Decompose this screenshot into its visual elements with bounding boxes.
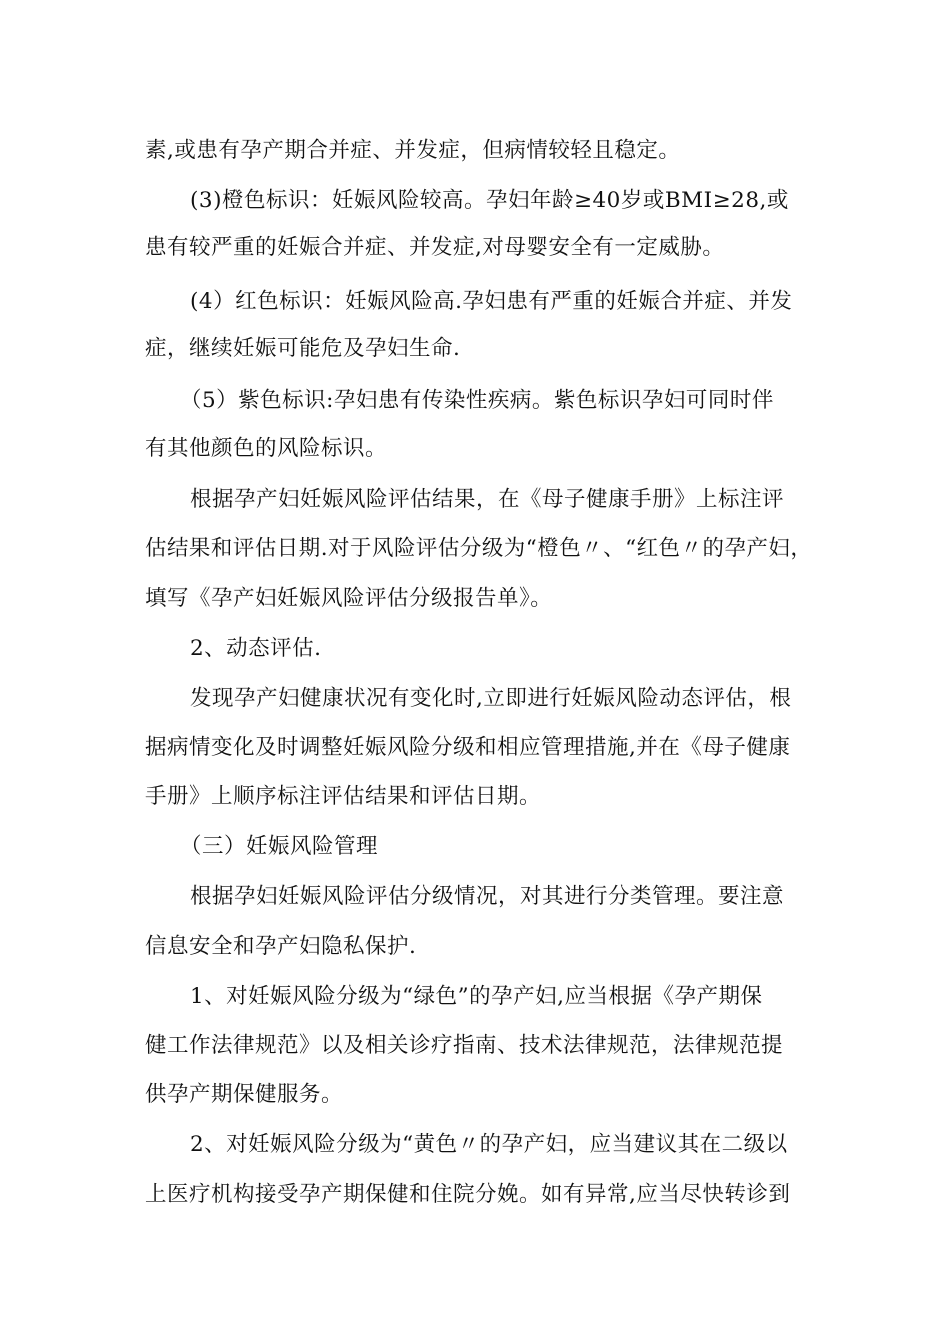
paragraph-line: 有其他颜色的风险标识。	[145, 436, 388, 461]
paragraph-line: (4）红色标识：妊娠风险高.孕妇患有严重的妊娠合并症、并发	[190, 289, 793, 314]
paragraph-line: 2、对妊娠风险分级为“黄色〃的孕产妇，应当建议其在二级以	[190, 1132, 788, 1157]
section-heading: 2、动态评估.	[190, 636, 322, 661]
paragraph-line: 健工作法律规范》以及相关诊疗指南、技术法律规范，法律规范提	[145, 1033, 784, 1058]
paragraph-line: 1、对妊娠风险分级为“绿色”的孕产妇,应当根据《孕产期保	[190, 984, 763, 1009]
paragraph-line: 根据孕妇妊娠风险评估分级情况，对其进行分类管理。要注意	[190, 884, 785, 909]
paragraph-line: 根据孕产妇妊娠风险评估结果，在《母子健康手册》上标注评	[190, 487, 785, 512]
paragraph-line: (3)橙色标识：妊娠风险较高。孕妇年龄≥40岁或BMI≥28,或	[190, 188, 789, 213]
paragraph-line: 发现孕产妇健康状况有变化时,立即进行妊娠风险动态评估，根	[190, 686, 792, 711]
paragraph-line: 上医疗机构接受孕产期保健和住院分娩。如有异常,应当尽快转诊到	[145, 1182, 791, 1207]
paragraph-line: 症，继续妊娠可能危及孕妇生命.	[145, 336, 461, 361]
paragraph-line: 患有较严重的妊娠合并症、并发症,对母婴安全有一定威胁。	[145, 235, 725, 260]
paragraph-line: （5）紫色标识:孕妇患有传染性疾病。紫色标识孕妇可同时伴	[180, 388, 774, 413]
paragraph-line: 填写《孕产妇妊娠风险评估分级报告单》。	[145, 586, 553, 611]
paragraph-line: 素,或患有孕产期合并症、并发症，但病情较轻且稳定。	[145, 138, 681, 163]
paragraph-line: 估结果和评估日期.对于风险评估分级为“橙色〃、“红色〃的孕产妇，	[145, 536, 813, 561]
paragraph-line: 手册》上顺序标注评估结果和评估日期。	[145, 784, 542, 809]
paragraph-line: 信息安全和孕产妇隐私保护.	[145, 934, 417, 959]
section-heading: （三）妊娠风险管理	[180, 834, 379, 859]
paragraph-line: 据病情变化及时调整妊娠风险分级和相应管理措施,并在《母子健康	[145, 735, 791, 760]
paragraph-line: 供孕产期保健服务。	[145, 1082, 344, 1107]
